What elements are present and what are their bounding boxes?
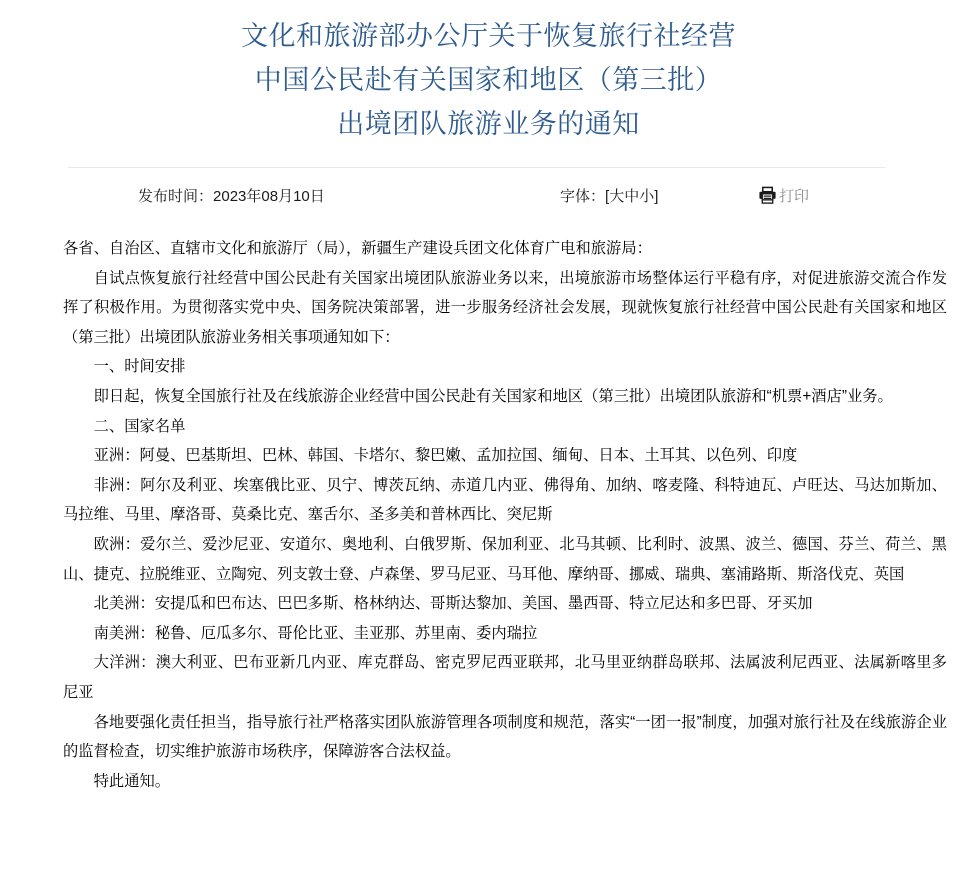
final-line: 特此通知。 — [93, 772, 171, 790]
title-line-1: 文化和旅游部办公厅关于恢复旅行社经营 — [241, 21, 736, 51]
country-group-oceania — [63, 648, 947, 707]
section-one-paragraph: 即日起，恢复全国旅行社及在线旅游企业经营中国公民赴有关国家和地区（第三批）出境团队旅游和“机票+酒店”业务。 — [93, 387, 893, 405]
country-group-north-america — [63, 589, 947, 619]
region-separator-asia: ： — [124, 447, 140, 465]
bracket-close: ] — [654, 187, 659, 205]
bracket-open: [ — [605, 187, 610, 205]
print-label: 打印 — [779, 187, 810, 205]
country-group-south-america — [63, 619, 947, 649]
publish-date-value: 2023年08月10日 — [213, 187, 325, 205]
country-group-asia — [63, 441, 947, 471]
region-separator-south-america: ： — [139, 624, 155, 642]
intro-paragraph: 自试点恢复旅行社经营中国公民赴有关国家出境团队旅游业务以来，出境旅游市场整体运行平稳有序，对促进旅游交流合作发挥了积极作用。为贯彻落实党中央、国务院决策部署，进一步服务经济社会发展，现就恢复旅行社经营中国公民赴有关国家和地区（第三批）出境团队旅游业务相关事项通知如下： — [63, 269, 947, 346]
country-group-africa — [63, 471, 947, 530]
country-list-asia: 阿曼、巴基斯坦、巴林、韩国、卡塔尔、黎巴嫩、孟加拉国、缅甸、日本、土耳其、以色列、印度 — [139, 447, 798, 465]
region-separator-europe: ： — [124, 535, 141, 553]
region-label-africa: 非洲 — [93, 476, 125, 494]
printer-icon — [758, 186, 777, 205]
title-line-2: 中国公民赴有关国家和地区（第三批） — [254, 65, 723, 95]
region-separator-north-america: ： — [139, 595, 155, 613]
region-label-europe: 欧洲 — [93, 535, 125, 553]
publish-date — [138, 185, 325, 206]
font-size-control — [560, 185, 658, 206]
country-list-north-america: 安提瓜和巴布达、巴巴多斯、格林纳达、哥斯达黎加、美国、墨西哥、特立尼达和多巴哥、牙买加 — [154, 595, 813, 613]
section-one-heading: 一、时间安排 — [93, 358, 186, 376]
region-label-north-america: 北美洲 — [93, 595, 140, 613]
region-label-oceania: 大洋洲 — [93, 654, 141, 672]
section-two-heading: 二、国家名单 — [93, 417, 186, 435]
document-body — [0, 222, 977, 796]
closing-paragraph: 各地要强化责任担当，指导旅行社严格落实团队旅游管理各项制度和规范，落实“一团一报”制度，加强对旅行社及在线旅游企业的监督检查，切实维护旅游市场秩序，保障游客合法权益。 — [63, 713, 947, 761]
country-list-oceania: 澳大利亚、巴布亚新几内亚、库克群岛、密克罗尼西亚联邦，北马里亚纳群岛联邦、法属波利尼西亚、法属新喀里多尼亚 — [63, 654, 947, 701]
country-list-south-america: 秘鲁、厄瓜多尔、哥伦比亚、圭亚那、苏里南、委内瑞拉 — [154, 624, 538, 642]
title-line-3: 出境团队旅游业务的通知 — [337, 109, 640, 139]
publish-date-label: 发布时间： — [138, 187, 214, 205]
font-size-small-button[interactable]: 小 — [639, 187, 655, 205]
document-meta-bar — [68, 168, 885, 222]
country-group-europe — [63, 530, 947, 589]
addressee-paragraph: 各省、自治区、直辖市文化和旅游厅（局），新疆生产建设兵团文化体育广电和旅游局： — [63, 240, 652, 257]
page-title — [0, 0, 977, 146]
font-size-label: 字体： — [560, 187, 606, 205]
print-button[interactable] — [758, 185, 809, 206]
country-list-europe: 爱尔兰、爱沙尼亚、安道尔、奥地利、白俄罗斯、保加利亚、北马其顿、比利时、波黑、波兰、德国、芬兰、荷兰、黑山、捷克、拉脱维亚、立陶宛、列支敦士登、卢森堡、罗马尼亚、马耳他、摩纳哥、挪威、瑞典、塞浦路斯、斯洛伐克、英国 — [63, 535, 947, 583]
region-label-south-america: 南美洲 — [93, 624, 140, 642]
font-size-medium-button[interactable]: 中 — [624, 187, 640, 205]
region-separator-oceania: ： — [140, 654, 156, 672]
country-list-africa: 阿尔及利亚、埃塞俄比亚、贝宁、博茨瓦纳、赤道几内亚、佛得角、加纳、喀麦隆、科特迪瓦、卢旺达、马达加斯加、马拉维、马里、摩洛哥、莫桑比克、塞舌尔、圣多美和普林西比、突尼斯 — [63, 476, 947, 524]
region-label-asia: 亚洲 — [93, 447, 125, 465]
font-size-large-button[interactable]: 大 — [609, 187, 625, 205]
region-separator-africa: ： — [124, 476, 141, 494]
